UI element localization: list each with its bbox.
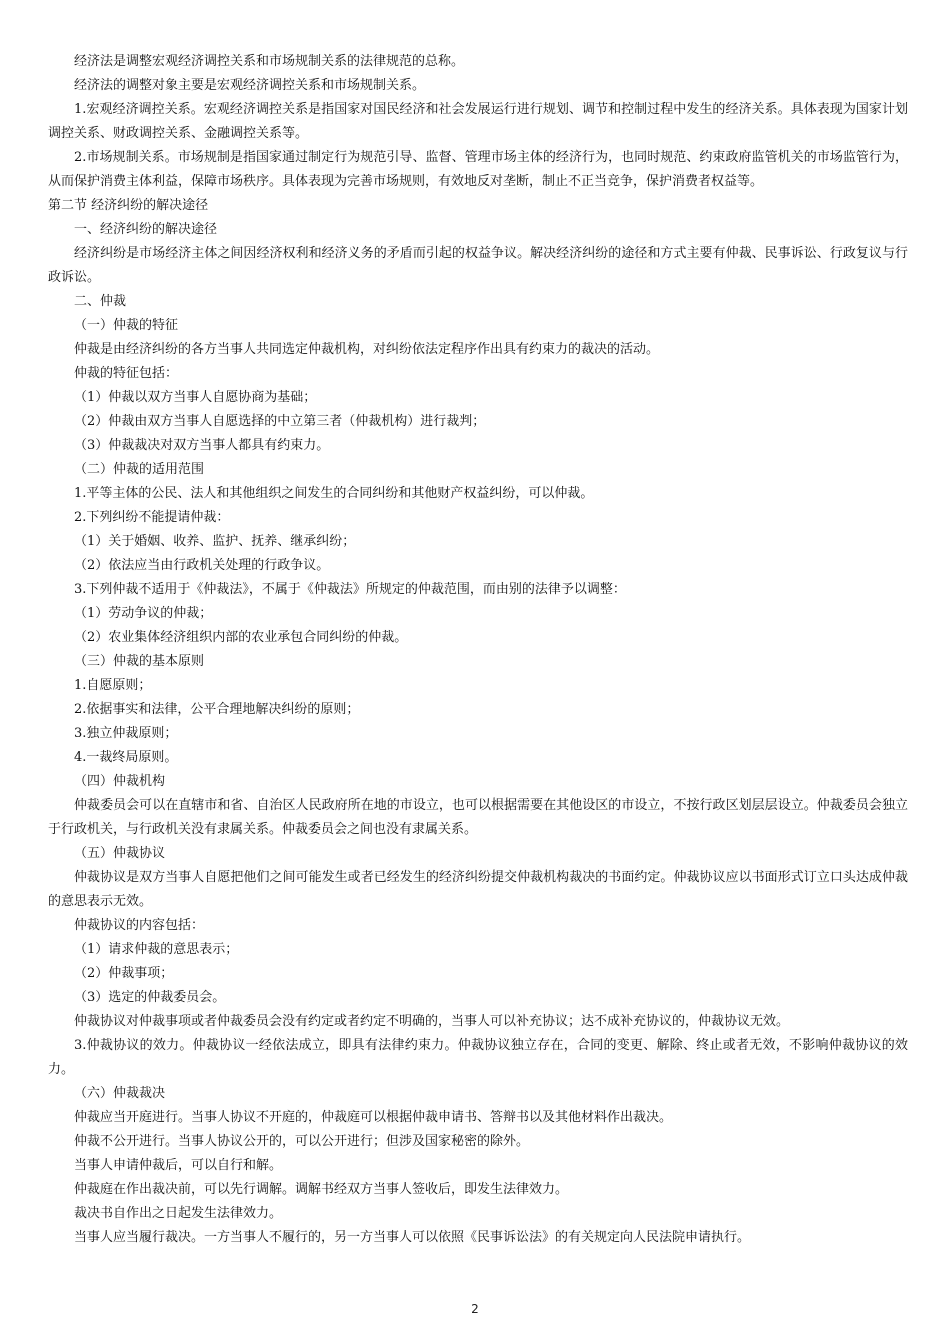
paragraph: 2.下列纠纷不能提请仲裁：	[74, 510, 230, 525]
paragraph: （1）仲裁以双方当事人自愿协商为基础；	[74, 390, 317, 405]
paragraph: （1）劳动争议的仲裁；	[74, 606, 213, 621]
paragraph: 仲裁的特征包括：	[74, 366, 179, 381]
page-number: 2	[471, 1302, 479, 1316]
paragraph: （五）仲裁协议	[74, 846, 166, 861]
paragraph: 1.宏观经济调控关系。宏观经济调控关系是指国家对国民经济和社会发展运行进行规划、调节和控制过程中发生的经济关系。具体表现为国家计划调控关系、财政调控关系、金融调控关系等。	[48, 102, 908, 141]
paragraph: 仲裁协议的内容包括：	[74, 918, 205, 933]
paragraph: 经济纠纷是市场经济主体之间因经济权利和经济义务的矛盾而引起的权益争议。解决经济纠纷的途径和方式主要有仲裁、民事诉讼、行政复议与行政诉讼。	[48, 246, 908, 285]
paragraph: 仲裁是由经济纠纷的各方当事人共同选定仲裁机构，对纠纷依法定程序作出具有约束力的裁决的活动。	[74, 342, 660, 357]
document-body	[48, 50, 908, 1250]
paragraph: （1）请求仲裁的意思表示；	[74, 942, 239, 957]
paragraph: 2.市场规制关系。市场规制是指国家通过制定行为规范引导、监督、管理市场主体的经济行为，也同时规范、约束政府监管机关的市场监管行为，从而保护消费主体利益，保障市场秩序。具体表现为完善市场规则，有效地反对垄断，制止不正当竞争，保护消费者权益等。	[48, 150, 908, 189]
paragraph: 3.下列仲裁不适用于《仲裁法》，不属于《仲裁法》所规定的仲裁范围，而由别的法律予以调整：	[74, 582, 626, 597]
paragraph: 经济法是调整宏观经济调控关系和市场规制关系的法律规范的总称。	[74, 54, 465, 69]
paragraph: 仲裁委员会可以在直辖市和省、自治区人民政府所在地的市设立，也可以根据需要在其他设区的市设立，不按行政区划层层设立。仲裁委员会独立于行政机关，与行政机关没有隶属关系。仲裁委员会之间也没有隶属关系。	[48, 798, 908, 837]
paragraph: 当事人应当履行裁决。一方当事人不履行的，另一方当事人可以依照《民事诉讼法》的有关规定向人民法院申请执行。	[74, 1230, 751, 1245]
paragraph: 一、经济纠纷的解决途径	[74, 222, 218, 237]
section-heading: 第二节 经济纠纷的解决途径	[48, 198, 209, 213]
paragraph: 仲裁协议对仲裁事项或者仲裁委员会没有约定或者约定不明确的，当事人可以补充协议；达不成补充协议的，仲裁协议无效。	[74, 1014, 790, 1029]
paragraph: （3）仲裁裁决对双方当事人都具有约束力。	[74, 438, 330, 453]
paragraph: （三）仲裁的基本原则	[74, 654, 205, 669]
paragraph: 1.自愿原则；	[74, 678, 152, 693]
paragraph: （2）依法应当由行政机关处理的行政争议。	[74, 558, 330, 573]
paragraph: （3）选定的仲裁委员会。	[74, 990, 226, 1005]
paragraph: 1.平等主体的公民、法人和其他组织之间发生的合同纠纷和其他财产权益纠纷，可以仲裁。	[74, 486, 594, 501]
paragraph: （六）仲裁裁决	[74, 1086, 166, 1101]
paragraph: 仲裁不公开进行。当事人协议公开的，可以公开进行；但涉及国家秘密的除外。	[74, 1134, 530, 1149]
paragraph: 4.一裁终局原则。	[74, 750, 178, 765]
paragraph: （2）仲裁由双方当事人自愿选择的中立第三者（仲裁机构）进行裁判；	[74, 414, 486, 429]
paragraph: 当事人申请仲裁后，可以自行和解。	[74, 1158, 283, 1173]
paragraph: （2）仲裁事项；	[74, 966, 174, 981]
paragraph: 3.仲裁协议的效力。仲裁协议一经依法成立，即具有法律约束力。仲裁协议独立存在，合同的变更、解除、终止或者无效，不影响仲裁协议的效力。	[48, 1038, 908, 1077]
paragraph: 二、仲裁	[74, 294, 127, 309]
paragraph: 经济法的调整对象主要是宏观经济调控关系和市场规制关系。	[74, 78, 426, 93]
paragraph: （1）关于婚姻、收养、监护、抚养、继承纠纷；	[74, 534, 356, 549]
paragraph: 仲裁庭在作出裁决前，可以先行调解。调解书经双方当事人签收后，即发生法律效力。	[74, 1182, 569, 1197]
paragraph: 裁决书自作出之日起发生法律效力。	[74, 1206, 283, 1221]
paragraph: （2）农业集体经济组织内部的农业承包合同纠纷的仲裁。	[74, 630, 408, 645]
paragraph: （二）仲裁的适用范围	[74, 462, 205, 477]
paragraph: 仲裁协议是双方当事人自愿把他们之间可能发生或者已经发生的经济纠纷提交仲裁机构裁决的书面约定。仲裁协议应以书面形式订立口头达成仲裁的意思表示无效。	[48, 870, 908, 909]
paragraph: 3.独立仲裁原则；	[74, 726, 178, 741]
paragraph: （一）仲裁的特征	[74, 318, 179, 333]
paragraph: （四）仲裁机构	[74, 774, 166, 789]
paragraph: 2.依据事实和法律，公平合理地解决纠纷的原则；	[74, 702, 360, 717]
paragraph: 仲裁应当开庭进行。当事人协议不开庭的，仲裁庭可以根据仲裁申请书、答辩书以及其他材料作出裁决。	[74, 1110, 673, 1125]
